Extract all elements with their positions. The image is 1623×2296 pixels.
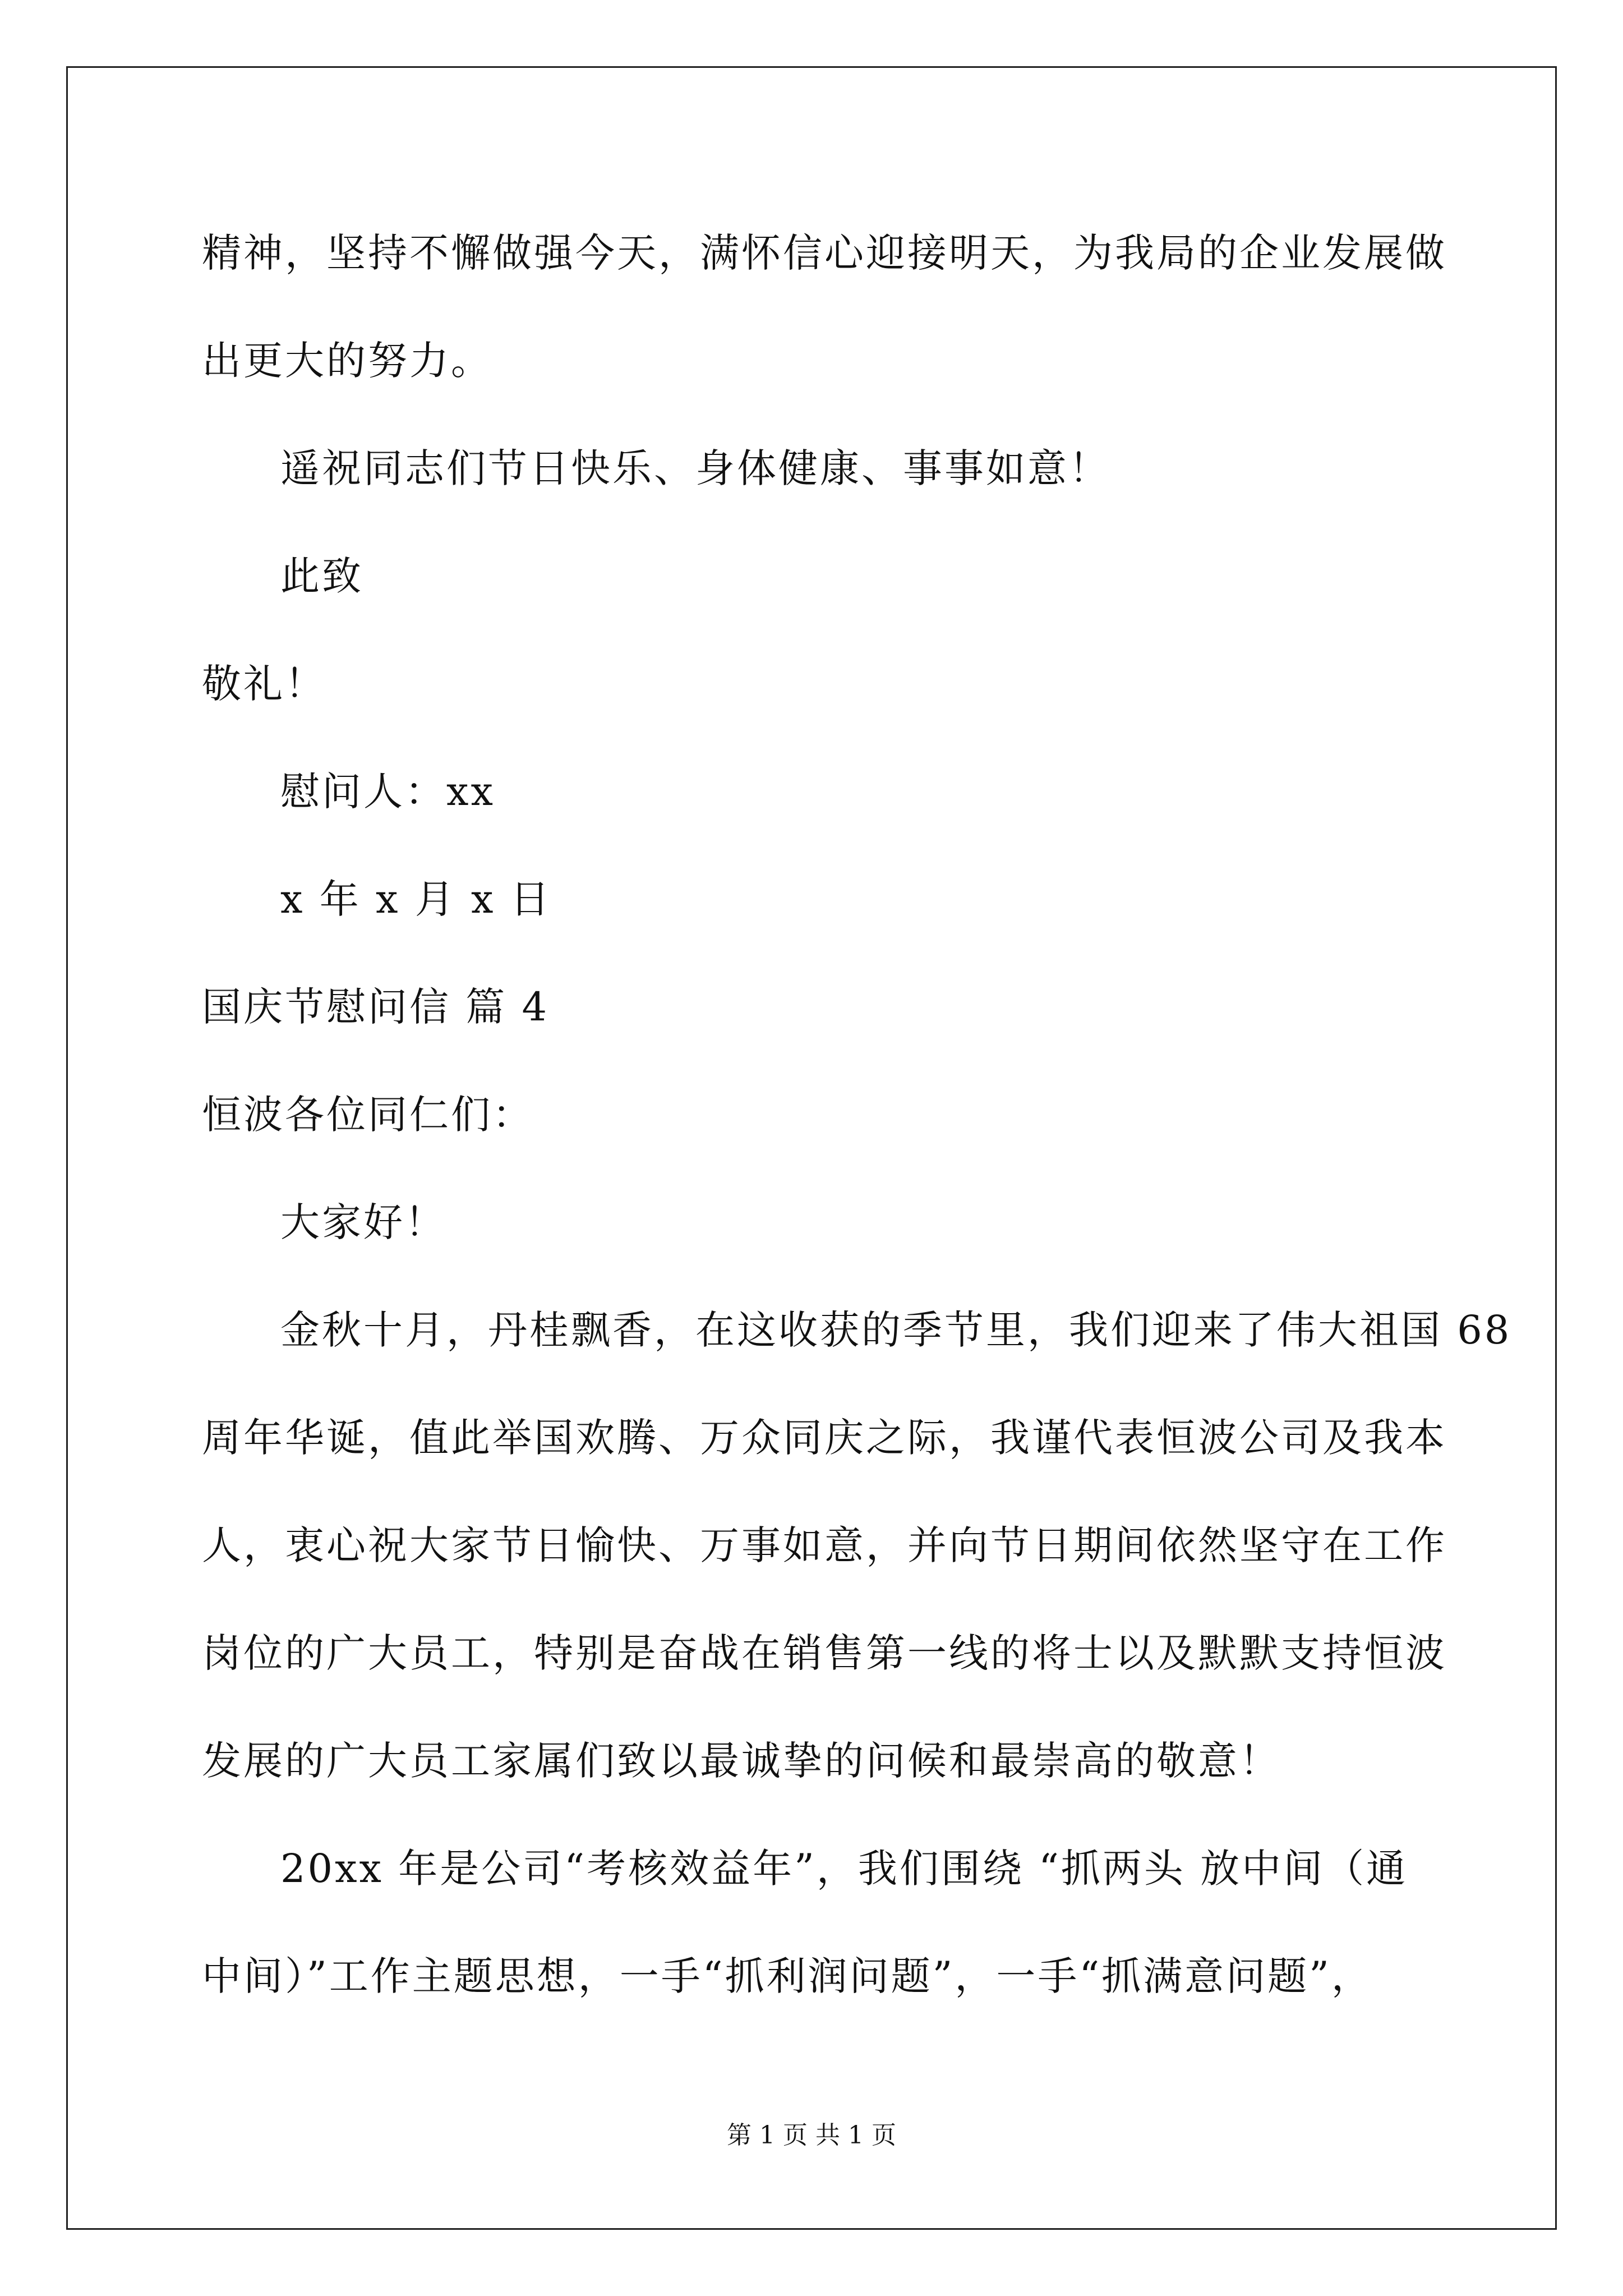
paragraph-line: 周年华诞，值此举国欢腾、万众同庆之际，我谨代表恒波公司及我本 [202, 1415, 1447, 1461]
addressee: 恒波各位同仁们： [202, 1092, 534, 1138]
paragraph-line: 发展的广大员工家属们致以最诚挚的问候和最崇高的敬意！ [202, 1738, 1281, 1784]
signature: 慰问人：xx [280, 769, 495, 815]
paragraph-line: 金秋十月，丹桂飘香，在这收获的季节里，我们迎来了伟大祖国 68 [280, 1307, 1512, 1353]
section-heading: 国庆节慰问信 篇 4 [202, 984, 550, 1030]
page-footer: 第 1 页 共 1 页 [727, 2121, 896, 2150]
page-border [66, 66, 1557, 2230]
greeting-wishes: 遥祝同志们节日快乐、身体健康、事事如意！ [280, 445, 1110, 491]
paragraph-line: 人，衷心祝大家节日愉快、万事如意，并向节日期间依然坚守在工作 [202, 1522, 1447, 1568]
paragraph-line: 精神，坚持不懈做强今天，满怀信心迎接明天，为我局的企业发展做 [202, 230, 1447, 276]
greeting: 大家好！ [280, 1199, 446, 1245]
paragraph-line: 岗位的广大员工，特别是奋战在销售第一线的将士以及默默支持恒波 [202, 1630, 1447, 1676]
paragraph-line: 中间）”工作主题思想，一手“抓利润问题”，一手“抓满意问题”， [202, 1953, 1373, 1999]
closing-salutation: 此致 [280, 553, 363, 599]
paragraph-line: 出更大的努力。 [202, 338, 492, 384]
date-line: x 年 x 月 x 日 [280, 876, 552, 922]
paragraph-line: 20xx 年是公司“考核效益年”，我们围绕 “抓两头 放中间（通 [280, 1846, 1408, 1892]
closing-respect: 敬礼！ [202, 661, 326, 707]
